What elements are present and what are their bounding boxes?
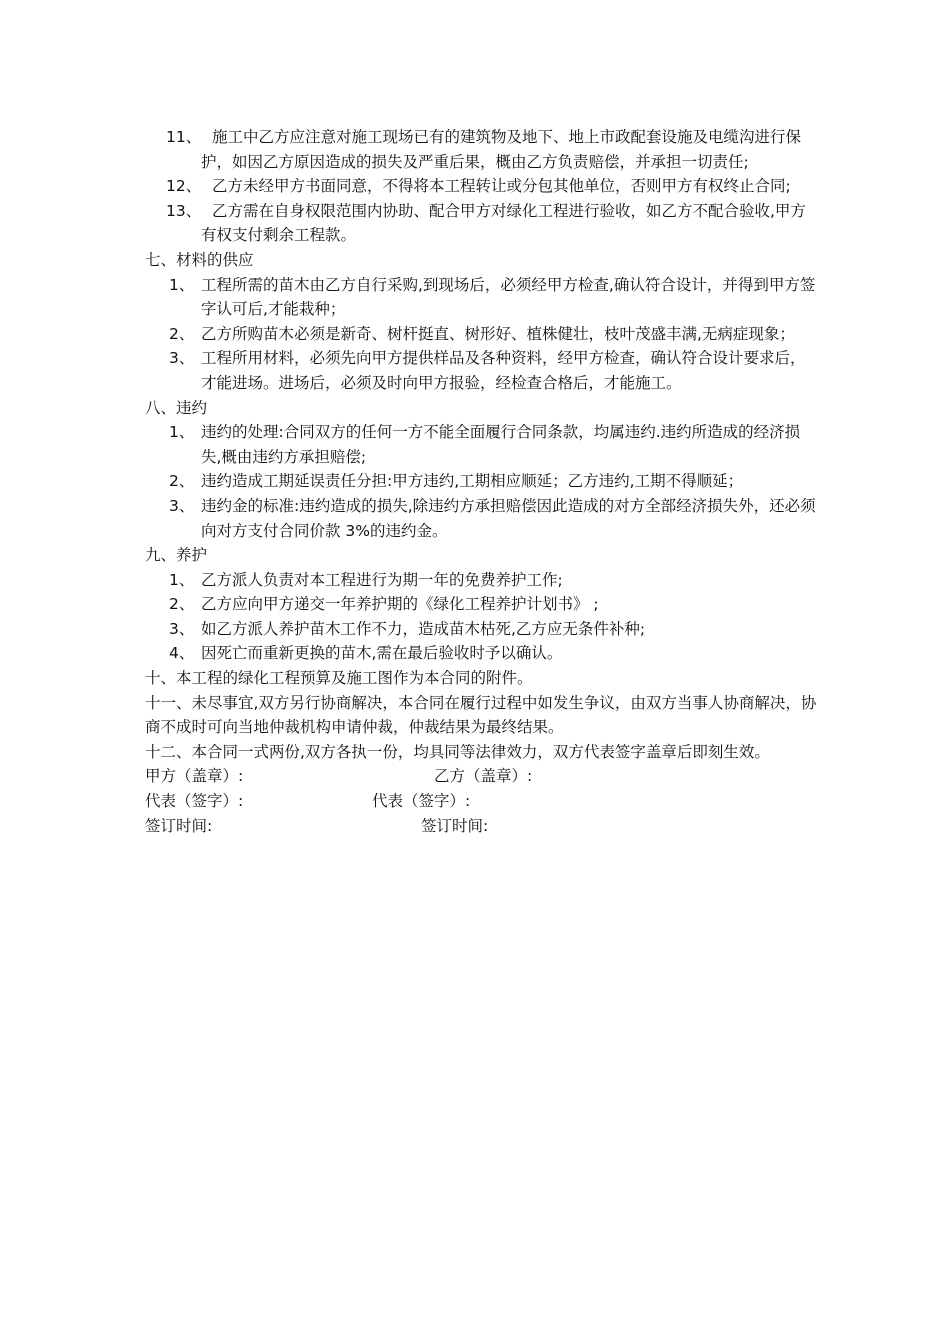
section-7-title: 七、材料的供应 bbox=[145, 250, 254, 269]
clause-text: 乙方未经甲方书面同意，不得将本工程转让或分包其他单位，否则甲方有权终止合同; bbox=[212, 177, 791, 196]
clause-9-1 bbox=[145, 568, 817, 593]
clause-text: 违约造成工期延误责任分担:甲方违约,工期相应顺延；乙方违约,工期不得顺延； bbox=[201, 472, 744, 491]
clause-number: 13、 bbox=[166, 201, 202, 220]
clause-number: 2、 bbox=[169, 595, 195, 614]
clause-text: 施工中乙方应注意对施工现场已有的建筑物及地下、地上市政配套设施及电缆沟进行保护，如因乙方原因造成的损失及严重后果，概由乙方负责赔偿，并承担一切责任; bbox=[201, 128, 802, 171]
clause-number: 11、 bbox=[166, 128, 202, 146]
clause-text: 乙方需在自身权限范围内协助、配合甲方对绿化工程进行验收，如乙方不配合验收,甲方有权支付剩余工程款。 bbox=[201, 201, 806, 245]
clause-text: 违约的处理:合同双方的任何一方不能全面履行合同条款，均属违约.违约所造成的经济损失,概由违约方承担赔偿; bbox=[201, 423, 801, 466]
clause-text: 因死亡而重新更换的苗木,需在最后验收时予以确认。 bbox=[201, 644, 563, 663]
party-b-seal-label: 乙方（盖章）: bbox=[434, 767, 533, 786]
party-a-seal-label: 甲方（盖章）: bbox=[145, 767, 244, 786]
clause-6-12 bbox=[145, 174, 817, 199]
clause-number: 3、 bbox=[169, 496, 195, 515]
clause-number: 2、 bbox=[169, 472, 195, 491]
clause-8-1 bbox=[145, 420, 817, 469]
clause-6-11 bbox=[145, 125, 817, 174]
clause-text: 乙方派人负责对本工程进行为期一年的免费养护工作; bbox=[201, 570, 563, 589]
clause-text: 工程所用材料，必须先向甲方提供样品及各种资料，经甲方检查，确认符合设计要求后，才能进场。进场后，必须及时向甲方报验，经检查合格后，才能施工。 bbox=[201, 349, 806, 392]
signature-row-representative bbox=[145, 789, 817, 814]
party-b-date-label: 签订时间: bbox=[421, 816, 489, 835]
clause-text: 违约金的标准:违约造成的损失,除违约方承担赔偿因此造成的对方全部经济损失外，还必须向对方支付合同价款 3%的违约金。 bbox=[201, 496, 816, 540]
clause-8-2 bbox=[145, 469, 817, 494]
clause-text: 如乙方派人养护苗木工作不力，造成苗木枯死,乙方应无条件补种; bbox=[201, 619, 646, 638]
contract-body bbox=[145, 125, 817, 838]
clause-number: 1、 bbox=[169, 275, 195, 294]
signature-row-date bbox=[145, 814, 817, 839]
clause-9-3 bbox=[145, 617, 817, 642]
section-8-title: 八、违约 bbox=[145, 398, 208, 417]
signature-row-seal bbox=[145, 764, 817, 789]
clause-number: 1、 bbox=[169, 423, 195, 442]
clause-9-4 bbox=[145, 641, 817, 666]
clause-7-2 bbox=[145, 322, 817, 347]
clause-text: 乙方应向甲方递交一年养护期的《绿化工程养护计划书》 ; bbox=[201, 595, 599, 614]
clause-7-3 bbox=[145, 346, 817, 395]
section-10-text: 十、本工程的绿化工程预算及施工图作为本合同的附件。 bbox=[145, 669, 533, 688]
clause-number: 3、 bbox=[169, 619, 195, 638]
clause-text: 工程所需的苗木由乙方自行采购,到现场后，必须经甲方检查,确认符合设计，并得到甲方签字认可后,才能栽种； bbox=[201, 275, 816, 319]
party-a-date-label: 签订时间: bbox=[145, 816, 213, 835]
clause-7-1 bbox=[145, 273, 817, 322]
clause-text: 乙方所购苗木必须是新奇、树杆挺直、树形好、植株健壮，枝叶茂盛丰满,无病症现象； bbox=[201, 324, 795, 343]
clause-number: 4、 bbox=[169, 644, 195, 663]
clause-number: 2、 bbox=[169, 324, 195, 343]
clause-number: 1、 bbox=[169, 570, 195, 589]
section-11-text: 十一、未尽事宜,双方另行协商解决，本合同在履行过程中如发生争议，由双方当事人协商解决，协商不成时可向当地仲裁机构申请仲裁，仲裁结果为最终结果。 bbox=[145, 693, 817, 737]
clause-6-13 bbox=[145, 199, 817, 248]
party-a-representative-label: 代表（签字）: bbox=[145, 792, 244, 811]
section-12-text: 十二、本合同一式两份,双方各执一份，均具同等法律效力，双方代表签字盖章后即刻生效。 bbox=[145, 742, 770, 761]
party-b-representative-label: 代表（签字）: bbox=[372, 792, 471, 811]
clause-9-2 bbox=[145, 592, 817, 617]
clause-number: 3、 bbox=[169, 349, 195, 368]
clause-8-3 bbox=[145, 494, 817, 543]
section-9-title: 九、养护 bbox=[145, 546, 208, 565]
clause-number: 12、 bbox=[166, 177, 202, 196]
